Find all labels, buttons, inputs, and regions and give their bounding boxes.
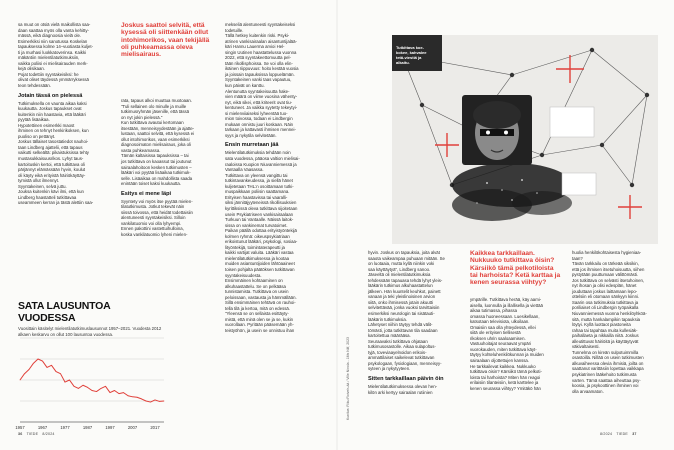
left-col2a-line: lääkäri voi pyytää lisäaikaa tutkimuk- (121, 170, 191, 176)
left-col1-line: daan saattaa myös olla vanta kehitty- (18, 27, 89, 33)
right-col2-line: täytyy kohteluhenkilökunnan ja muiden (470, 352, 544, 358)
data-point (74, 386, 75, 387)
left-col3b-line: Sillä ensimmäinen tehtävä on rauhoi- (225, 300, 296, 306)
left-col1-line: mäkäntiin mielentilatutkimuksiin, (18, 55, 80, 61)
subheading-ensin: Ensin murretaan jää (225, 142, 279, 149)
right-col3-line: löytyi. Kyllä luottaot piastoneita (572, 322, 631, 328)
pull-quote-right: Kaikkea tarkkaillaan. Nukkuuko tutkittava öisin? Kärsiikö tämä pelkotiloista tai harhoista? Ketä karttaa ja kenen seurassa viihtyy? (470, 250, 561, 287)
left-col3b-line: syyntakeisuudesta. (225, 272, 262, 278)
data-point (87, 387, 88, 388)
data-point (51, 365, 52, 366)
tech-illustration (392, 35, 658, 244)
left-col3b-line: usein Psykiatriseen vankisairaalaan (225, 211, 294, 217)
left-col3b-line: siksi jännitäjyyteneissä rikollisuuksien (225, 200, 297, 206)
left-col3-line: tään rikollisphoissa. Se voi olla elin- (225, 60, 293, 66)
right-col1b-line: kilön arki kertyy sairaalan rutiinien (368, 389, 433, 395)
data-point (119, 393, 120, 394)
left-col2a-line: vasta puhkeamassa. (121, 147, 161, 153)
magazine-name-right: TIEDE (616, 432, 628, 436)
left-col3b-line: tella tilä ja kertoa, mitä on edessä. (225, 305, 290, 311)
right-col2-line: loista tai harhoista? Miten hän reagoi (470, 374, 541, 380)
data-point (65, 382, 66, 383)
right-col3-line: olla arvaamaton. (572, 388, 604, 394)
right-col1-line: Jäseeltä oli mielentilatutkimuksia (368, 272, 431, 278)
left-col3-line: atrinen vankisairaalan aisantuntijalää- (225, 38, 297, 44)
left-col2a-text (121, 98, 217, 187)
right-col3-line: poriliaiset oli Lindbergin työpaikalla (572, 305, 639, 311)
right-col3-line: Tävän tarkkailu on tärkeää siksikin, (572, 261, 639, 267)
right-col1-line: esimerkiksi neurologin tai sisätauti- (368, 311, 435, 317)
data-point (42, 361, 43, 362)
right-col2-line: erilaisiin tilanteisiin, ketä karttelee ja (470, 380, 539, 386)
right-col1-line: ammattilaiset saikelevat tutkittavan (368, 355, 435, 361)
left-col2b-line: siissä toivossa, että heidät todettaisiin (121, 209, 193, 215)
data-point (92, 390, 93, 391)
x-tick-label: 1997 (105, 425, 115, 430)
left-col2b-line: tilatutkimusta. Jotkut tekevät näin (121, 204, 185, 210)
right-col2-line: ympärille. Tutkittava herää, käy aami- (470, 297, 542, 302)
right-col2-line: siitä ole erityisen tiellisestä (470, 330, 521, 336)
left-col3-line: nyt, eikä sikei, että kriteerit ovat tiu- (225, 99, 293, 105)
left-col3b-line: kolmen ryhmä: oikeuspsykiatriaan (225, 233, 290, 239)
right-col1-line: Lähetyset niihin täytyy tehdä välit- (368, 322, 433, 328)
left-col1b-line: Joskus tällaiset tasostatiedot nauhoi- (18, 139, 89, 145)
right-column-2 (470, 297, 564, 391)
data-point (159, 401, 160, 402)
right-col3-line: väkivaltaisesti. (572, 344, 600, 350)
left-col1b-line: kuitenkin niin haastavia, että lääkäri (18, 111, 86, 117)
left-col3b-line: Vantaalla Vaasassa. (225, 167, 264, 173)
right-col2-line: aikaa tutimassa, pihassa (470, 308, 518, 314)
left-col1-line: sa muut on otsiä vielä maikollista saa- (18, 22, 91, 27)
right-col2-line: sairaalaan oljottettujen kanssa. (470, 358, 530, 364)
series-line (20, 359, 164, 402)
left-col1-text (18, 22, 114, 89)
illustration-photo (392, 35, 658, 244)
left-col3-line: mion toivossa, todaan ei Lindbergin (225, 116, 293, 122)
data-point (20, 380, 21, 381)
left-col2a-line: on nyt jokin pielessä." (121, 114, 163, 120)
data-point (141, 399, 142, 400)
left-footer (18, 432, 55, 436)
data-point (150, 402, 151, 403)
right-col1-line: syteen ja nykytyyteen. (368, 366, 411, 372)
right-col3-line: sitä, mutta hankalampikin tapauksia (572, 316, 641, 322)
left-col1b-line: pyytää lisäaikaa. (18, 117, 50, 123)
left-col2a-line: "Tuli sellainen olo minulle ja muille (121, 103, 187, 109)
magazine-name-left: TIEDE (26, 432, 39, 436)
right-col1-line: kartoitettua määrääsa. (368, 333, 411, 339)
left-col3-line: si mielenviiaiseksi lyheentää tuo- (225, 110, 288, 116)
data-point (24, 373, 25, 374)
chart-title: SATA LAUSUNTOA VUODESSA (18, 300, 111, 324)
right-col3-line: alleutittuvat häiriöitä ja käyttäytyvät (572, 338, 639, 344)
right-col3-line: pystytään puuttumaan välittömästi. (572, 272, 639, 278)
right-col3-line: Niuvanniemessä vuonna henkilöyhköä- (572, 311, 647, 317)
left-col3b-line: toisen pohjalta päätöksen tutkittavan (225, 266, 295, 272)
left-col3b-line: muiden asiantuntijoiden lähtöaaineet (225, 261, 295, 267)
left-col2a-line: rata, tapaus alkoi muuttua muotoaan. (121, 98, 192, 103)
data-point (164, 401, 165, 402)
left-col2a-line: itsestään, menneisyydestään ja ajatte- (121, 125, 195, 131)
left-col3-line: Alentunutta syyntakeisuutta hake- (225, 88, 290, 94)
right-col1b-line: Mielentilatutkimuksessa olevan hen- (368, 384, 438, 390)
right-col3-line: alkuvaiheessa olevia ihmisiä, joilta on (572, 360, 644, 366)
data-point (128, 395, 129, 396)
left-column-1 (18, 22, 114, 206)
left-col1b-text (18, 101, 114, 206)
left-col2a-line: enintään toiset kaksi kuukautta. (121, 181, 181, 187)
x-tick-label: 1977 (60, 425, 70, 430)
data-point (47, 367, 48, 368)
right-col2-line: katsotaan televisiota, ulkoilaan. (470, 319, 530, 325)
page-number-right: 37 (632, 432, 637, 436)
right-col1-line: lääkärin tutkimus alkuhaastattelun (368, 283, 433, 289)
right-col1-line: tyjä, toveviaayelnoidon erikois- (368, 349, 427, 355)
left-col1-line: vaikka poliisi ei mielisairauden merk- (18, 60, 88, 66)
x-tick-label: 1957 (15, 425, 25, 430)
left-col2b-line: alentuneesti syyntakeisiksi. Silloin (121, 215, 186, 221)
right-col3-line: Tunnelma on kireän sulpotuimmilla (572, 349, 639, 355)
left-col3b-line: "Yleensä se on sellaista esittäyty- (225, 311, 289, 317)
left-col3b-line: Paikan päällä odottaa erityistyöntekijä (225, 228, 297, 234)
left-col3-line: singin Uutinen haastattelussa vuonna (225, 49, 297, 55)
left-col3-line: ikäinen riippuvuus: hoito kestää vuosia (225, 66, 299, 72)
right-col3-line: nyt ihosan ja olisi edesplän, hänet (572, 283, 637, 289)
right-col3-line: koosia, ja psykoottinen ihminen voi (572, 383, 639, 389)
data-point (110, 392, 111, 393)
right-col1-line: selvitettävää, jonka vuoksi tarvittaisiin (368, 305, 440, 311)
left-col3b-line: kuljetetaan THL:n osoittamaan tutki- (225, 183, 294, 189)
left-col3-text (225, 22, 323, 138)
left-col3-line: vien määrä on viime vuosina vähenty- (225, 94, 298, 100)
data-point (78, 388, 79, 389)
right-col1-line: siitä, onko ihmisessä jotain akuutti (368, 299, 433, 305)
left-col3b-line: Ensimmäinen kohtaaminen on (225, 278, 283, 284)
left-col1b-line: tymistä ollut ilmennyt. (18, 178, 60, 184)
photo-caption: Tutkittava koe-kokee, kahvalee tetä-viestiä ja alkaitu. (396, 45, 427, 65)
left-col3b-line: teistyöhön, ja usein se onnistuu ihan (225, 327, 295, 333)
right-col2-line: aisella, luonnulla ja illallisella ja viettää (470, 302, 543, 308)
left-col2b-line: Ennen pakottini vastettuihulloina, (121, 226, 184, 232)
left-col1-line: teon tehdessään. (18, 83, 51, 89)
left-col1b-line: Jouksa kuitenkin kävi ilmi, että kun (18, 189, 84, 195)
subheading-esitys: Esitys ei mene läpi (121, 190, 172, 197)
left-col3b-line: Tutkittava on yleensä vangittu tai (225, 172, 288, 178)
subheading-jotain: Jotain tässä on pielessä (18, 92, 83, 99)
data-point (155, 400, 156, 401)
photo-credit: Kuvitus: Riku Roiveh-ää / Ville Nivola - 1Ms Nilf, 2023 (346, 337, 350, 420)
x-tick-label: 2007 (127, 425, 138, 430)
data-point (137, 397, 138, 398)
left-col1b-line: ihminen on tehnyt henkirikoksen, kun (18, 128, 89, 134)
left-col1b-line: kartoituskin kertoi, että tutkittava oli (18, 161, 85, 167)
right-col3-line: huolia henkilökohtaisesta hygieniaa- (572, 250, 642, 255)
left-col1b-line: useammeen kerran ja tästä alettiin saa- (18, 200, 94, 206)
left-col3-line: tarkaan ja kattavasti ihmisen mennei- (225, 127, 296, 133)
left-column-2 (121, 98, 217, 238)
right-col3-line: rahaa tai tapahtaa muita kullesiäk- (572, 327, 638, 333)
left-col2a-line: diagnosoimaton mielisairaus, joka oli (121, 142, 191, 148)
left-col1b-line: puoliso on pettänyt. (18, 133, 56, 139)
left-col3-line: käri Hannu Lauerma arvioi Hel- (225, 44, 285, 50)
right-col3-line: Jos tutkittava on selvästi itsetuhoinen, (572, 277, 645, 283)
right-col3-line: taan? (572, 255, 583, 261)
data-point (33, 363, 34, 364)
left-col1b-line: oli käyty eikä erityistä häiriökäyttäy- (18, 172, 86, 178)
right-col1-line: hyvin. Joskus on tapauksia, joita alvät (368, 250, 440, 255)
right-col2-line: tutkittava öisin? Kärsiikö tämä pelkoti- (470, 369, 542, 375)
data-point (60, 373, 61, 374)
left-col3b-line: erikoistunut lääkäri, psykologi, sosiaa- (225, 239, 298, 245)
data-point (132, 396, 133, 397)
data-point (105, 386, 106, 387)
x-tick-label: 1987 (82, 425, 93, 430)
right-column-3 (572, 250, 662, 394)
left-col3b-line: lityöntekijä, toimintaterapeutti ja (225, 244, 285, 250)
data-point (69, 380, 70, 381)
chart-subtitle: Vuosittain käsitelyt mielentilatutkimuslausunnot 1957–2021. Vuodesta 2012 alkaen keskarvu on ollut 100 lausuntoa vuodessa. (18, 326, 162, 337)
right-col1-line: jälkeen. Hän kuuntelit keuhkot, painett (368, 288, 441, 294)
right-col3-line: psykiatrinen lääkehoito tutkimusta (572, 372, 637, 378)
data-point (56, 371, 57, 372)
left-col1b-line: Lindberg haastatteli tutkittavaa (18, 194, 77, 200)
right-col3-line: saattanut varittäsiin lopettaa vaikkapa (572, 366, 644, 372)
right-col2-line: vuorokauden, miten tutkittava käyt- (470, 346, 537, 352)
right-col1-line: tömästi, jotta tutkittavan tila saadaan (368, 327, 438, 333)
left-col3b-line: Mielentilatutkimuksia tehdään noin (225, 150, 291, 156)
left-col1-line: olivat oliset täydessä ymmärryksessä (18, 77, 89, 83)
left-col1b-line: Syyntakeinen, selvä juttu. (18, 183, 67, 189)
right-col3-line: että jos ihmisen itsetuhoisuutta, siihen (572, 266, 645, 272)
data-point (96, 391, 97, 392)
left-col2a-line: sairaalahoitoon kesken tutkimusten – (121, 164, 192, 170)
left-col2a-line: selle. Lisäaikaa on mahdollista saada (121, 175, 193, 181)
left-col3-line: ja joissain tapauksissa loppuelämän. (225, 71, 295, 77)
right-footer (600, 432, 637, 436)
left-col3b-line: vuorollaan. Pyritään pääsemään yh- (225, 322, 294, 328)
chart-block (15, 300, 168, 436)
left-col3b-line: sata vuodessa, pääosa valtion mielisai- (225, 156, 300, 162)
left-col3b-line: kyrittiksissä oleva tutkittava sijoitetaan (225, 205, 298, 211)
right-col2-line: He tarkkailevat kaikkea. Nukkuuko (470, 363, 536, 369)
right-col3-line: jouduttaan joskus laittamaan lepo- (572, 288, 638, 294)
left-col1-line: mässä, eikä diagnoosia vielä ole. (18, 33, 82, 39)
right-col1b-text (368, 384, 464, 395)
left-col3-line: syys ja nykytila selvitetään. (225, 132, 277, 138)
issue-right: 8/2024 (600, 432, 613, 436)
right-col1-text (368, 250, 464, 372)
left-col3b-line: mistä, että minä olen se ja se, kukin (225, 316, 294, 322)
left-col1-line: Pojat todettiin syyntakeisiksi: he (18, 71, 79, 77)
left-col1b-line: mustasukkaisuusrikos. Lyhyt taus- (18, 156, 84, 162)
left-col3b-line: alkuhaastattelu. Se on pelkääsa (225, 283, 286, 289)
left-col1b-line: taan Lindberg ajattelii, että tapaus (18, 144, 83, 150)
data-point (123, 392, 124, 393)
left-col3b-line: tutkintavankeudessa, ja siellä hänet (225, 178, 293, 184)
left-col2b-line: Syyntety voi myös itse pyytää mielen- (121, 198, 193, 204)
right-col1-line: lääkärin tutkimuksia. (368, 316, 407, 322)
left-col3-line: mukaan onnistu juuri koskaan. Näin (225, 121, 294, 127)
left-col1-line: ti ja murhasi luokkatoverinsa. Kaikki (18, 49, 87, 55)
data-point (38, 359, 39, 360)
data-point (146, 401, 147, 402)
left-col3-line: kun päivät on kanttu. (225, 83, 265, 89)
left-col3-line: todetuille. (225, 27, 244, 33)
left-col2b-text (121, 199, 217, 238)
left-col1b-line: pärjännyt elämässään hyvin, koulut (18, 167, 86, 173)
left-col1b-line: kuukautta. Joskus tapaukset ovat (18, 106, 82, 112)
right-col1-line: vanaan ja teki yleislinoisinen arvion (368, 294, 436, 300)
subheading-sitten: Sitten tarkkaillaan päivin öin (368, 376, 444, 383)
right-col3-line: varten. Tämä saattaa aiheuttaa psy- (572, 377, 641, 383)
left-col3-line: Tällä hetkey kuitenkin riski. Psyki- (225, 33, 290, 39)
data-point (83, 385, 84, 386)
left-col3b-line: Turkuun tai Vantaalle. Näissä laitok- (225, 217, 294, 223)
right-col1-line: saa käyttäytyä", Lindberg sanoo. (368, 266, 431, 272)
right-col3-line: ottelsiin eli otomaan sänkyyn kiinni. (572, 294, 640, 300)
pull-quote-left: Joskus saattoi selvitä, että kysessä oli siittenkään ollut intohimorikos, vaan tekijällä oli puhkeamassa oleva mielisairaus. (121, 22, 210, 59)
left-col3-line: 2022, että syyntakeettomuutta pel- (225, 55, 291, 61)
left-col2a-line: Kun tutkittava avautui kertomaan (121, 120, 184, 126)
right-col3-line: osastoilla. Nillää on usein tutkimusten (572, 355, 644, 361)
left-col3b-line: kaikki vartijat valuita. Lääkäri vastaa (225, 250, 294, 256)
left-col3b-line: muspaikkaan poliisin saattamana. (225, 189, 290, 195)
right-column-1 (368, 250, 464, 395)
right-col2-line: Vastuuhoitajat seuraavat ympäri (470, 341, 532, 347)
data-point (29, 369, 30, 370)
left-col3b-line: raaloissa Kuopion Niuvanniemessä ja (225, 161, 297, 167)
left-col3b-line: Erityisen haastavissa tai vaaralli- (225, 194, 288, 200)
left-col3b-line: sissa on vankinemat turvatoimet. (225, 222, 288, 228)
left-col3b-text (225, 150, 323, 333)
data-point (101, 388, 102, 389)
right-col2-line: Omaisiin saa olla yhteydessä, ellei (470, 324, 536, 330)
left-col3b-line: peloissaan, vastausta ja hämmällään. (225, 294, 297, 300)
left-col1b-line: vaikutti selkeältä: pikaistuksissa tehty (18, 150, 89, 156)
left-col1-line: tapauksessa kolme 14–vuotiasta kuljet- (18, 44, 93, 50)
x-tick-label: 1967 (37, 425, 48, 430)
right-col1-line: psykologaan, fysiologiaan, menneisyy- (368, 360, 442, 366)
left-col2a-line: tutkimusryhmän jäsenille, että tässä (121, 109, 190, 115)
line-chart (15, 334, 168, 434)
data-point (114, 390, 115, 391)
left-col1b-line: Hypotettinen esimerkki maost (18, 122, 75, 128)
left-col2a-line: ollut intohimorikos, vaan esimerkiksi (121, 136, 190, 142)
left-column-3 (225, 22, 323, 334)
left-col1-line: Esimerkiksi niin sanotussa Koskelan (18, 38, 88, 44)
left-col2a-line: Tämän kaltaisissa tapauksissa – tai (121, 153, 189, 159)
left-col1-line: kejä olisikaan. (18, 66, 45, 72)
page-gutter (336, 0, 338, 450)
right-col3-text (572, 250, 662, 394)
right-col1-line: tehdessään tapauasa tehdä lyhyt yleis- (368, 277, 443, 283)
right-col3-line: Saarin osa tutkimuksia tutkittava ja (572, 299, 639, 305)
right-col1-line: saaota vaikeampaa puhuaan mitään. Se (368, 255, 445, 261)
right-col2-line: kenen seurassa viihtyy? Ymitäkö hän (470, 385, 541, 391)
left-col2a-line: jos tutkittava on kaoassut tai joutunut (121, 159, 192, 165)
left-col3-line: kentuneet. Ja vaikka syytetty tekeytyi- (225, 105, 298, 111)
left-col3-line: mekseliä alentuneesti syyntakeiseksi (225, 22, 296, 27)
right-col1-line: on luotaaia, mutta kyllä niinkin voki (368, 261, 435, 267)
right-col2-line: omassa huoneessaan. Luesikellaan, (470, 313, 540, 319)
right-col2-text (470, 297, 564, 391)
left-col3-line: Syyntakeinen vanki taas vapautuu, (225, 77, 292, 83)
left-col3b-line: mielentilatutkimuksessa ja kootaa (225, 255, 290, 261)
x-tick-label: 2017 (150, 425, 160, 430)
right-col2-line: rikoksen uhrin saaloaamisen. (470, 335, 526, 341)
right-col1-line: Seuraavaksi tutkittava ohjataan (368, 338, 428, 344)
left-col2b-line: vankilatuomio voi olla lyhyempi. (121, 220, 182, 226)
left-col2b-line: koska vankilatuomio lyheni mielen- (121, 232, 188, 238)
right-col3-line: paihallaeta ja nikkailla niitä. Joskus (572, 333, 639, 339)
left-col1b-line: Tutkimuksella on vaunta aikaa kaksi (18, 100, 87, 106)
page-number-left: 36 (18, 432, 23, 436)
left-col2a-line: lustaan, saattoi selvitä, että kysessä ei (121, 131, 195, 137)
right-col1-line: tutkimusosastolle. Aikaa sulapoltus- (368, 344, 436, 350)
issue-left: 8/2024 (42, 432, 55, 436)
left-col3b-line: tunnistamista. Tutkittava on usein (225, 289, 289, 295)
